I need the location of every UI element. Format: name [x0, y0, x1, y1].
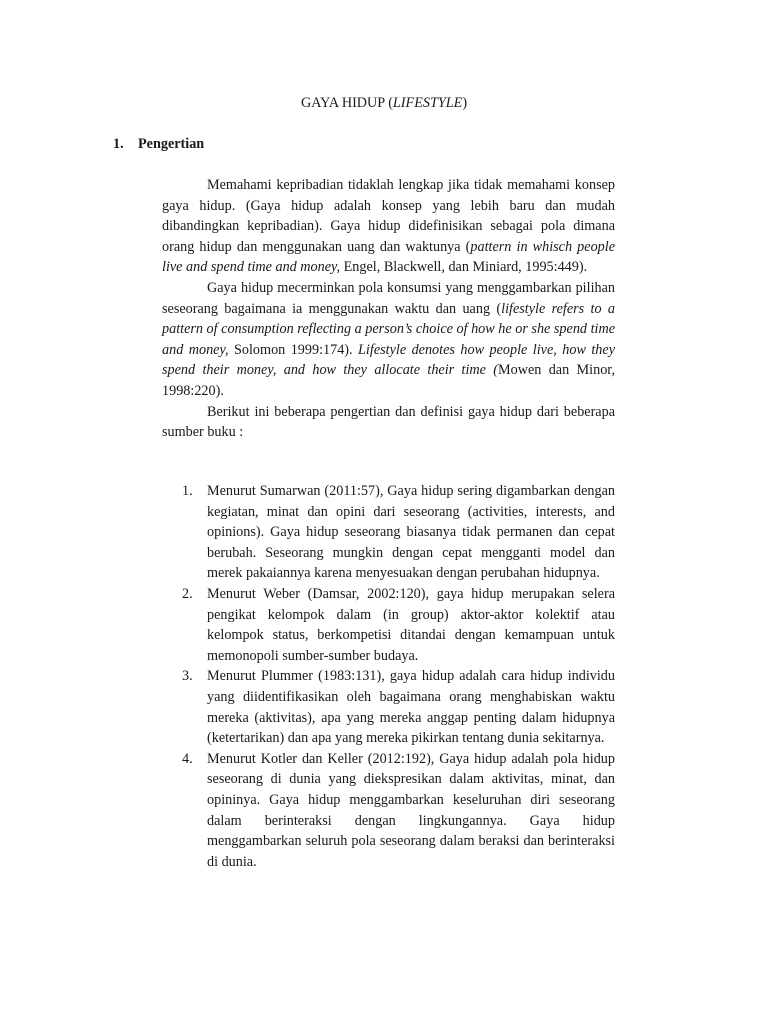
section-number: 1. — [113, 136, 124, 152]
list-item-text: Menurut Weber (Damsar, 2002:120), gaya hidup merupakan selera pengikat kelompok dalam (in group) aktor-aktor kolektif atau kelompok status, berkompetisi ditandai dengan kemampuan untuk memonopoli sumber-sumber budaya. — [207, 585, 615, 664]
section-title: Pengertian — [138, 136, 205, 152]
paragraph-2-italic-1: lifestyle refers to a pattern of consumption reflecting a person’s choice of how he or she spend time and money, — [162, 300, 615, 358]
list-marker: 1. — [182, 483, 193, 499]
title-italic: LIFESTYLE — [392, 95, 463, 111]
list-item — [162, 481, 615, 584]
definition-list — [162, 481, 615, 872]
paragraph-1 — [162, 175, 615, 278]
paragraph-2-text-b: Solomon 1999:174). — [228, 341, 359, 358]
list-marker: 2. — [182, 585, 193, 602]
document-title — [0, 93, 768, 114]
paragraph-1-text-a: Memahami kepribadian tidaklah lengkap jika tidak memahami konsep gaya hidup. (Gaya hidup adalah konsep yang lebih baru dan mudah dibandingkan kepribadian). Gaya hidup didefinisikan sebagai pola dimana orang hidup dan menggunakan uang dan waktunya ( — [162, 177, 615, 255]
body-text — [162, 175, 615, 443]
paragraph-1-text-b: Engel, Blackwell, dan Miniard, 1995:449). — [340, 259, 588, 276]
paragraph-3: Berikut ini beberapa pengertian dan definisi gaya hidup dari beberapa sumber buku : — [162, 403, 615, 441]
list-item-text: Menurut Kotler dan Keller (2012:192), Gaya hidup adalah pola hidup seseorang di dunia yang diekspresikan dalam aktivitas, minat, dan opininya. Gaya hidup menggambarkan keseluruhan diri seseorang dalam berinteraksi dengan lingkungannya. Gaya hidup menggambarkan seluruh pola seseorang dalam beraksi dan berinteraksi di dunia. — [207, 750, 615, 870]
list-item — [162, 584, 615, 666]
list-marker: 4. — [182, 750, 193, 767]
paragraph-2-italic-2: Lifestyle denotes how people live, how they spend their money, and how they allocate their time ( — [162, 341, 615, 379]
list-item — [162, 749, 615, 873]
paragraph-2 — [162, 278, 615, 402]
list-item-text: Menurut Sumarwan (2011:57), Gaya hidup sering digambarkan dengan kegiatan, minat dan opini dari seseorang (activities, interests, and opinions). Gaya hidup seseorang biasanya tidak permanen dan cepat berubah. Seseorang mungkin dengan cepat mengganti model dan merek pakaiannya karena menyesuakan dengan perubahan hidupnya. — [207, 483, 615, 582]
paragraph-1-italic: pattern in whisch people live and spend time and money, — [162, 238, 616, 276]
title-end: ) — [462, 95, 468, 111]
list-marker: 3. — [182, 668, 193, 685]
list-item — [162, 666, 615, 748]
title-main: GAYA HIDUP ( — [300, 95, 393, 111]
list-item-text: Menurut Plummer (1983:131), gaya hidup adalah cara hidup individu yang diidentifikasikan oleh bagaimana orang menghabiskan waktu mereka (aktivitas), apa yang mereka anggap penting dalam hidupnya (ketertarikan) dan apa yang mereka pikirkan tentang dunia sekitarnya. — [207, 668, 615, 747]
paragraph-2-text-a: Gaya hidup mecerminkan pola konsumsi yang menggambarkan pilihan seseorang bagaimana ia menggunakan waktu dan uang ( — [162, 279, 615, 317]
section-heading — [113, 134, 204, 155]
paragraph-2-text-c: Mowen dan Minor, 1998:220). — [162, 362, 615, 399]
